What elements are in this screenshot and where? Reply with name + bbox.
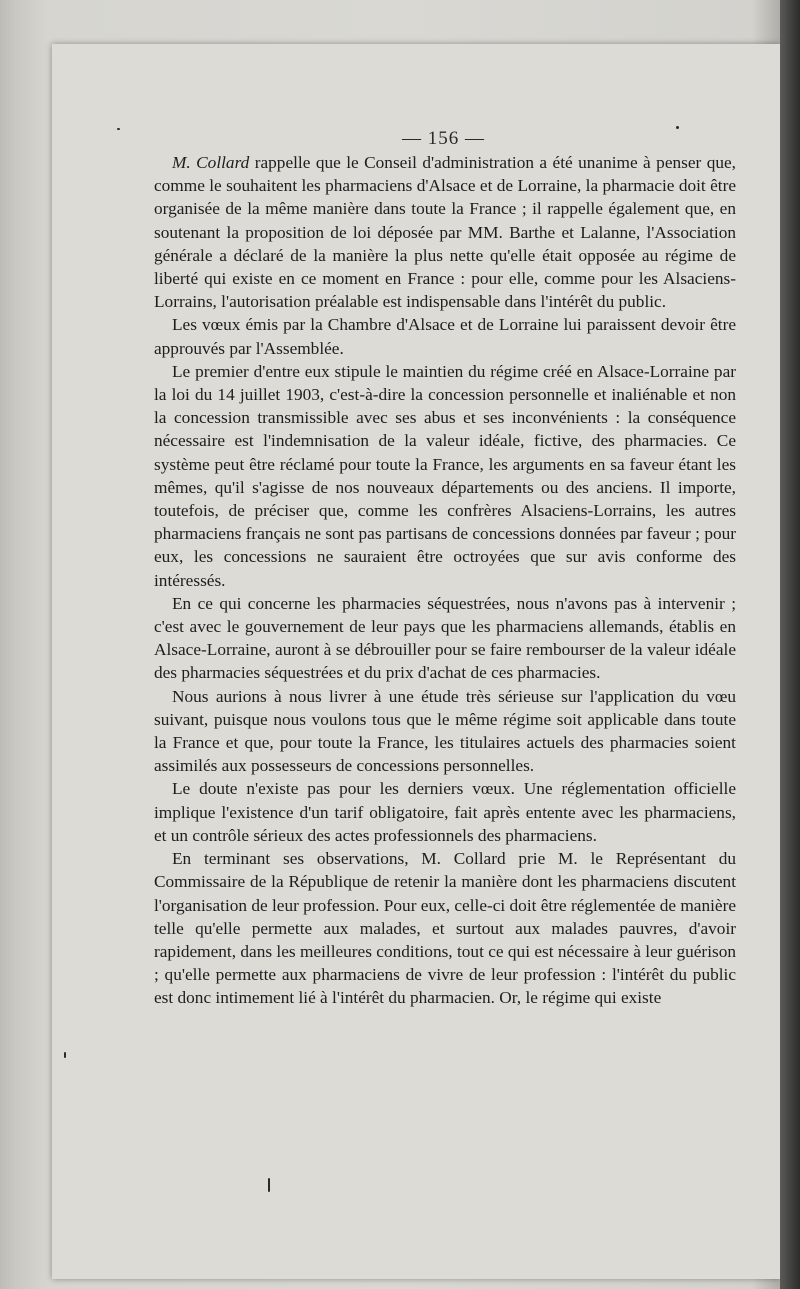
paragraph-text: Les vœux émis par la Chambre d'Alsace et de Lorraine lui paraissent devoir être approuvés par l'Assemblée. xyxy=(154,315,736,358)
paragraph-text: En terminant ses observations, M. Collard prie M. le Représentant du Commissaire de la République de retenir la manière dont les pharmaciens discutent l'organisation de leur profession. Pour eux, celle-ci doit être réglementée de manière telle qu'elle permette aux malades, et surtout aux malades pauvres, d'avoir rapidement, dans les meilleures conditions, tout ce qui est nécessaire à leur guérison ; qu'elle permette aux pharmaciens de vivre de leur profession : l'intérêt du public est donc intimement lié à l'intérêt du pharmacien. Or, le régime qui existe xyxy=(154,849,736,1008)
paragraph-text: rappelle que le Conseil d'administration a été unanime à penser que, comme le souhaitent les pharmaciens d'Alsace et de Lorraine, la pharmacie doit être organisée de la même manière dans toute la France ; il rappelle également que, en soutenant la proposition de loi déposée par MM. Barthe et Lalanne, l'Association générale a déclaré de la manière la plus nette qu'elle était opposée au régime de liberté qui existe en ce moment en France : pour elle, comme pour les Alsaciens-Lorrains, l'autorisation préalable est indispensable dans l'intérêt du public. xyxy=(154,153,736,312)
page-edge-shadow xyxy=(780,0,800,1289)
paragraph-text: Le premier d'entre eux stipule le maintien du régime créé en Alsace-Lorraine par la loi du 14 juillet 1903, c'est-à-dire la concession personnelle et inaliénable et non la concession transmissible avec ses abus et ses inconvénients : la conséquence nécessaire est l'indemnisation de la valeur idéale, fictive, des pharmacies. Ce système peut être réclamé pour toute la France, les arguments en sa faveur étant les mêmes, qu'il s'agisse de nos nouveaux départements ou des anciens. Il importe, toutefois, de préciser que, comme les confrères Alsaciens-Lorrains, les autres pharmaciens français ne sont pas partisans de concessions données par faveur ; pour eux, les concessions ne sauraient être octroyées que sur avis conforme des intéressés. xyxy=(154,361,736,590)
paragraph-text: En ce qui concerne les pharmacies séquestrées, nous n'avons pas à intervenir ; c'est avec le gouvernement de leur pays que les pharmaciens allemands, établis en Alsace-Lorraine, auront à se débrouiller pour se faire rembourser de la valeur idéale des pharmacies séquestrées et du prix d'achat de ces pharmacies. xyxy=(154,593,736,683)
paragraph-text: Le doute n'existe pas pour les derniers vœux. Une réglementation officielle implique l'existence d'un tarif obligatoire, fait après entente avec les pharmaciens, et un contrôle sérieux des actes professionnels des pharmaciens. xyxy=(154,779,736,845)
page-number: — 156 — xyxy=(402,128,485,149)
ink-speck xyxy=(268,1178,270,1192)
paragraph xyxy=(154,592,736,685)
paragraph xyxy=(154,360,736,592)
paragraph xyxy=(154,313,736,359)
paragraph xyxy=(154,151,736,313)
ink-speck xyxy=(117,128,120,130)
ink-speck xyxy=(676,126,679,129)
paragraph-text: Nous aurions à nous livrer à une étude très sérieuse sur l'application du vœu suivant, puisque nous voulons tous que le même régime soit applicable dans toute la France et que, pour toute la France, les titulaires actuels des pharmacies soient assimilés aux possesseurs de concessions personnelles. xyxy=(154,686,736,776)
ink-speck xyxy=(64,1052,66,1058)
paragraph xyxy=(154,847,736,1009)
speaker-name: M. Collard xyxy=(172,153,250,172)
paragraph xyxy=(154,685,736,778)
body-text xyxy=(154,151,736,1010)
paragraph xyxy=(154,777,736,847)
